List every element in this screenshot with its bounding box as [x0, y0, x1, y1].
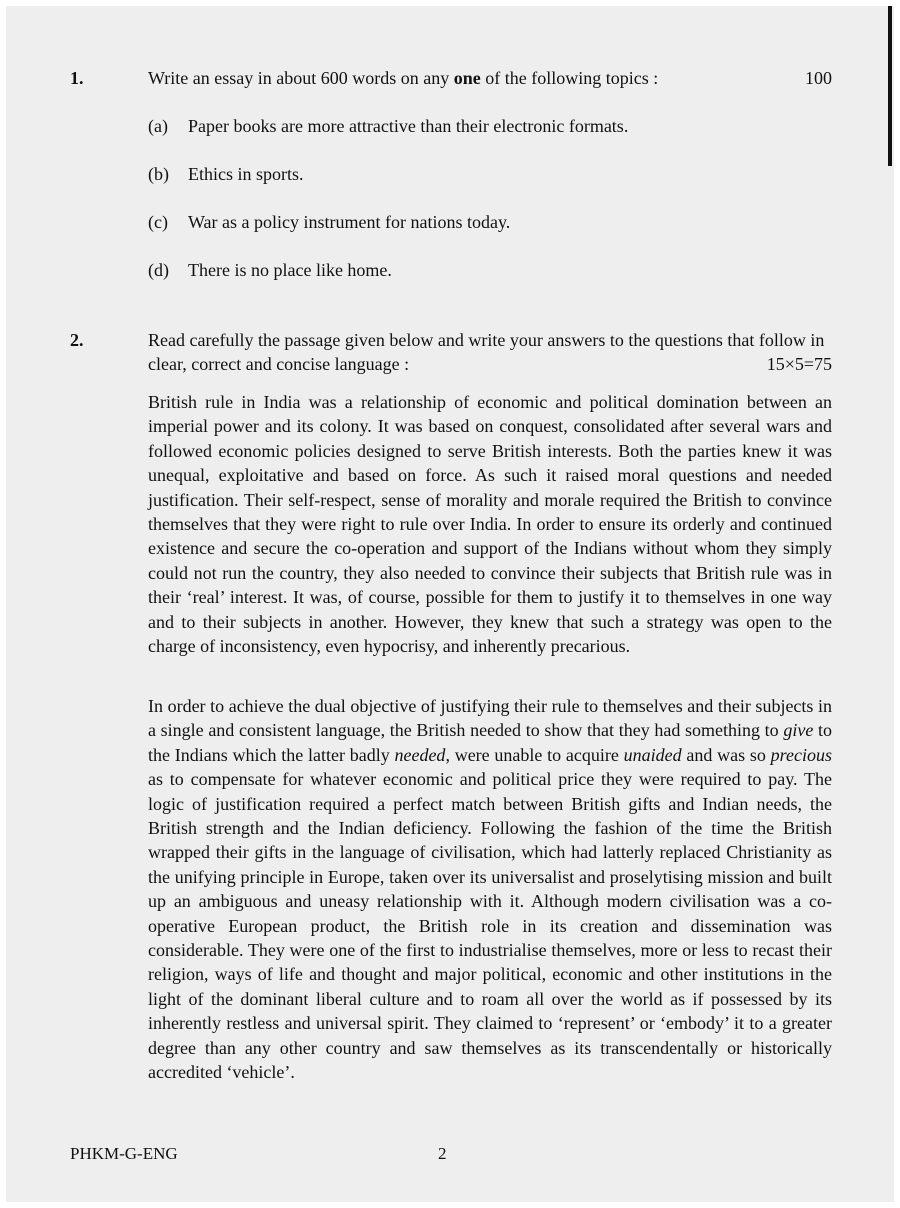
- question-1-prompt: [148, 65, 832, 91]
- passage-paragraph-1-text: British rule in India was a relationship of economic and political domination between an imperial power and its colony. It was based on conquest, consolidated after several wars and followed economic policies designed to serve British interests. Both the parties knew it was unequal, exploitative and based on force. As such it raised moral questions and needed justification. Their self-respect, sense of morality and morale required the British to convince themselves that they were right to rule over India. In order to ensure its orderly and continued existence and secure the co-operation and support of the Indians without whom they simply could not run the country, they also needed to convince their subjects that British rule was in their ‘real’ interest. It was, of course, possible for them to justify it to themselves in one way and to their subjects in another. However, they knew that such a strategy was open to the charge of inconsistency, even hypocrisy, and inherently precarious.: [148, 392, 832, 657]
- topic-a-text: Paper books are more attractive than their electronic formats.: [188, 116, 629, 136]
- question-1-prompt-pre: Write an essay in about 600 words on any: [148, 68, 454, 88]
- passage-paragraph-1: [148, 390, 832, 658]
- p2-segment-4: and was so: [681, 744, 771, 765]
- question-1-prompt-bold: one: [453, 68, 481, 88]
- p2-segment-3: , were unable to acquire: [445, 744, 624, 765]
- passage-paragraph-2: [148, 694, 832, 1085]
- scan-edge-mark: [888, 6, 892, 166]
- topic-b: [148, 164, 304, 185]
- p2-segment-2: to the Indians which the latter badly: [148, 720, 832, 765]
- p2-segment-1: In order to achieve the dual objective of justifying their rule to themselves and their subjects in a single and consistent language, the British needed to show that they had something to: [148, 696, 832, 741]
- topic-c: [148, 212, 510, 233]
- topic-c-text: War as a policy instrument for nations today.: [188, 212, 511, 232]
- paper-code: PHKM-G-ENG: [70, 1144, 178, 1163]
- p2-italic-precious: precious: [770, 744, 832, 765]
- question-1-prompt-post: of the following topics :: [480, 68, 659, 88]
- p2-italic-give: give: [783, 720, 814, 741]
- page-number: 2: [438, 1144, 447, 1163]
- topic-b-label: (b): [148, 164, 169, 184]
- topic-c-label: (c): [148, 212, 168, 232]
- topic-a: [148, 116, 628, 137]
- topic-d: [148, 260, 392, 281]
- p2-italic-needed: needed: [394, 744, 446, 765]
- question-2-number: 2.: [70, 330, 84, 350]
- topic-a-label: (a): [148, 116, 168, 136]
- question-1-number: 1.: [70, 68, 84, 88]
- question-1-marks: 100: [805, 68, 832, 88]
- p2-italic-unaided: unaided: [623, 744, 682, 765]
- question-2-instruction-block: [148, 328, 832, 376]
- p2-segment-5: as to compensate for whatever economic and political price they were required to pay. The logic of justification required a perfect match between British gifts and Indian needs, the British strength and the Indian deficiency. Following the fashion of the time the British wrapped their gifts in the language of civilisation, which had latterly replaced Christianity as the unifying principle in Europe, taken over its universalist and proselytising mission and built up an ambiguous and uneasy relationship with it. Although modern civilisation was a co-operative European product, the British role in its creation and dissemination was considerable. They were one of the first to industrialise themselves, more or less to recast their religion, ways of life and thought and major political, economic and other institutions in the light of the dominant liberal culture and to roam all over the world as if possessed by its inherently restless and universal spirit. They claimed to ‘represent’ or ‘embody’ it to a greater degree than any other country and saw themselves as its transcendentally or historically accredited ‘vehicle’.: [148, 769, 832, 1083]
- question-2-instruction: Read carefully the passage given below and write your answers to the questions that follow in clear, correct and concise language :: [148, 330, 825, 374]
- topic-d-label: (d): [148, 260, 169, 280]
- topic-d-text: There is no place like home.: [188, 260, 392, 280]
- passage-paragraph-2-text: [148, 694, 832, 1085]
- question-2-marks: 15×5=75: [766, 354, 832, 374]
- topic-b-text: Ethics in sports.: [188, 164, 304, 184]
- exam-page: [6, 6, 894, 1202]
